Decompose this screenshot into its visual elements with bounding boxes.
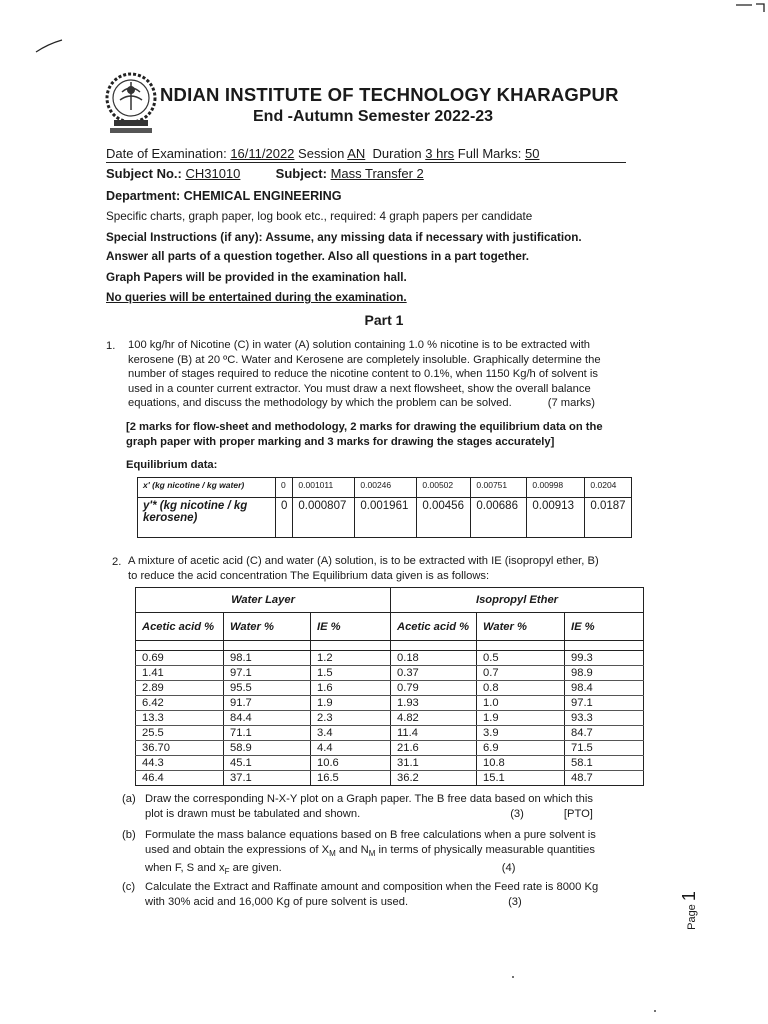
q2b-label: (b) — [122, 829, 136, 841]
table-column-row: Acetic acid % Water % IE % Acetic acid % Water % IE % — [136, 613, 644, 641]
water-layer-header: Water Layer — [136, 588, 391, 613]
speck — [512, 976, 514, 978]
table-row: 44.3 45.1 10.6 31.1 10.8 58.1 — [136, 756, 644, 771]
q2c-label: (c) — [122, 881, 136, 893]
iit-kgp-logo — [100, 70, 162, 136]
department: Department: CHEMICAL ENGINEERING — [106, 189, 342, 203]
exam-full-marks: 50 — [524, 146, 540, 161]
table-row: 0.69 98.1 1.2 0.18 0.5 99.3 — [136, 651, 644, 666]
q1-marks-note: [2 marks for flow-sheet and methodology, 2 marks for drawing the equilibrium data on the graph paper with proper marking and 3 marks for drawing the stages accurately] — [126, 421, 603, 448]
graph-paper-note: Graph Papers will be provided in the examination hall. — [106, 271, 407, 284]
q2c-text: Calculate the Extract and Raffinate amount and composition when the Feed rate is 8000 Kg with 30% acid and 16,000 Kg of pure solvent is used. (3) — [145, 881, 599, 908]
table-row: 25.5 71.1 3.4 11.4 3.9 84.7 — [136, 726, 644, 741]
subject-name: Mass Transfer 2 — [330, 166, 424, 181]
q2b-text: Formulate the mass balance equations based on B free calculations when a pure solvent is used and obtain the expressions of $X_M$ and $N_M$ in terms of physically measurable quantities when F, S and $x_F$ are given. (4) — [145, 829, 596, 877]
q2-number: 2. — [112, 556, 122, 568]
table-row: 46.4 37.1 16.5 36.2 15.1 48.7 — [136, 771, 644, 786]
table-row: y'* (kg nicotine / kg kerosene) 0 0.000807 0.001961 0.00456 0.00686 0.00913 0.0187 — [138, 498, 632, 538]
x-label-cell: x' (kg nicotine / kg water) — [138, 478, 276, 498]
pen-mark-top-left — [34, 38, 64, 54]
exam-duration: 3 hrs — [425, 146, 455, 161]
q2-equilibrium-table — [135, 587, 644, 786]
exam-info-line: Date of Examination: 16/11/2022 Session AN Duration 3 hrs Full Marks: 50 — [106, 146, 626, 163]
q1-marks: (7 marks) — [547, 397, 595, 410]
page-number-mark: Page 1 — [678, 891, 699, 930]
q2a-label: (a) — [122, 793, 136, 805]
exam-date: 16/11/2022 — [230, 146, 295, 161]
table-header-row — [136, 588, 644, 613]
charts-required: Specific charts, graph paper, log book etc., required: 4 graph papers per candidate — [106, 210, 533, 223]
q2a-text: Draw the corresponding N-X-Y plot on a Graph paper. The B free data based on which this plot is drawn must be tabulated and shown. (3) [PTO] — [145, 793, 593, 820]
subject-number: CH31010 — [185, 166, 241, 181]
semester-title: End -Autumn Semester 2022-23 — [253, 108, 494, 125]
q2-text: A mixture of acetic acid (C) and water (A) solution, is to be extracted with IE (isopropyl ether, B) to reduce the acid concentration The Equilibrium data given is as follows: — [128, 555, 599, 582]
table-row: 2.89 95.5 1.6 0.79 0.8 98.4 — [136, 681, 644, 696]
no-queries-note: No queries will be entertained during the examination. — [106, 291, 407, 304]
q1-eq-label: Equilibrium data: — [126, 459, 218, 471]
y-label-cell: y'* (kg nicotine / kg kerosene) — [138, 498, 276, 538]
table-row: x' (kg nicotine / kg water) 0 0.001011 0.00246 0.00502 0.00751 0.00998 0.0204 — [138, 478, 632, 498]
pen-mark-top-right — [734, 0, 768, 14]
subject-line: Subject No.: CH31010 Subject: Mass Transfer 2 — [106, 166, 424, 181]
exam-session: AN — [347, 146, 366, 161]
table-row: 13.3 84.4 2.3 4.82 1.9 93.3 — [136, 711, 644, 726]
ether-layer-header: Isopropyl Ether — [391, 588, 644, 613]
q1-text: 100 kg/hr of Nicotine (C) in water (A) solution containing 1.0 % nicotine is to be extracted with kerosene (B) at 20 ºC. Water and Kerosene are completely insoluble. Graphically determine the number of stages required to reduce the nicotine content to 0.1%, when 1150 Kg/h of solvent is used in a counter current extractor. You must draw a next flowsheet, show the overall balance equations, and discuss the methodology by which the problem can be solved. (7 marks) — [128, 339, 601, 410]
special-instructions: Special Instructions (if any): Assume, any missing data if necessary with justification. — [106, 231, 582, 244]
answer-instructions: Answer all parts of a question together. Also all questions in a part together. — [106, 250, 529, 263]
q1-equilibrium-table — [137, 477, 632, 538]
table-row: 36.70 58.9 4.4 21.6 6.9 71.5 — [136, 741, 644, 756]
pto-note: [PTO] — [563, 807, 593, 820]
institute-title: NDIAN INSTITUTE OF TECHNOLOGY KHARAGPUR — [160, 84, 619, 105]
q1-number: 1. — [106, 340, 116, 352]
part-title: Part 1 — [364, 312, 404, 328]
speck — [654, 1010, 656, 1012]
table-row: 1.41 97.1 1.5 0.37 0.7 98.9 — [136, 666, 644, 681]
table-row: 6.42 91.7 1.9 1.93 1.0 97.1 — [136, 696, 644, 711]
